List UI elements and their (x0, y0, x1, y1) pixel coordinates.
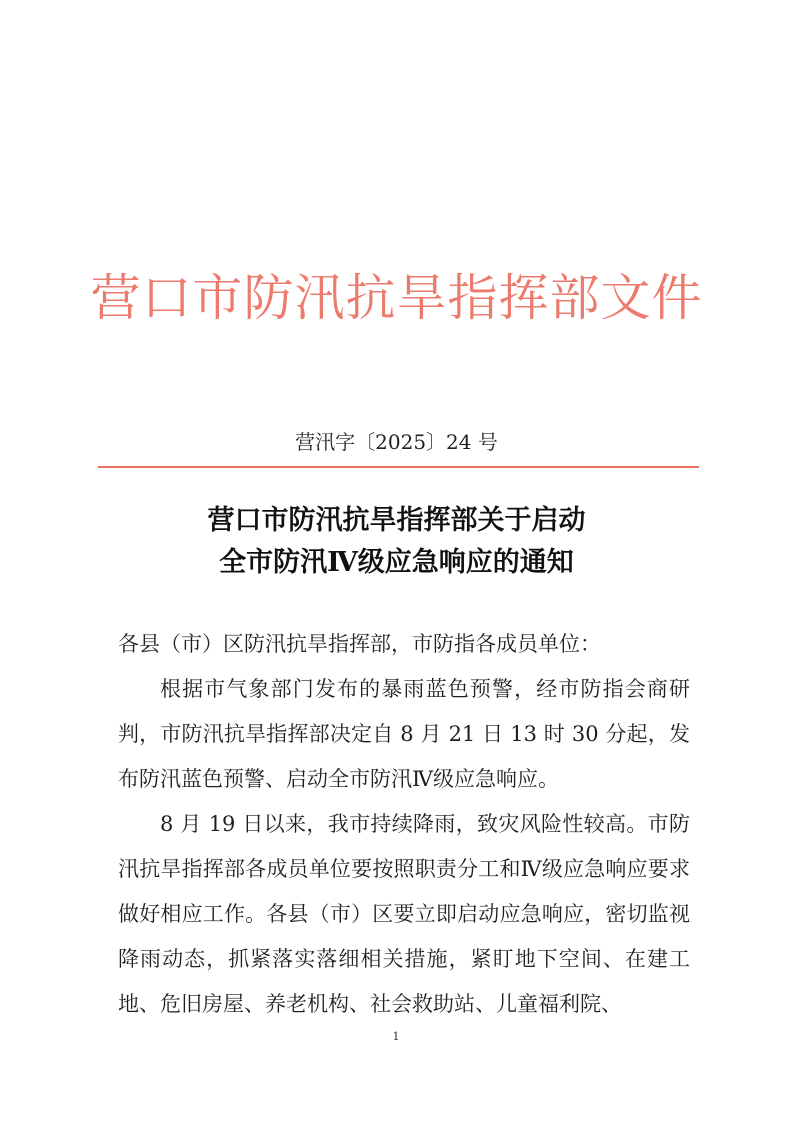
document-number: 营汛字〔2025〕24 号 (295, 430, 498, 454)
document-masthead: 营口市防汛抗旱指挥部文件 (90, 269, 703, 327)
notice-title-line-2: 全市防汛Ⅳ级应急响应的通知 (219, 547, 574, 578)
notice-body (118, 622, 690, 1027)
salutation: 各县（市）区防汛抗旱指挥部，市防指各成员单位： (118, 632, 601, 656)
body-paragraph: 8 月 19 日以来，我市持续降雨，致灾风险性较高。市防汛抗旱指挥部各成员单位要按照职责分工和Ⅳ级应急响应要求做好相应工作。各县（市）区要立即启动应急响应，密切监视降雨动态，抓紧落实落细相关措施，紧盯地下空间、在建工地、危旧房屋、养老机构、社会救助站、儿童福利院、 (118, 812, 690, 1016)
red-divider-line (98, 466, 699, 468)
notice-title (90, 500, 703, 584)
body-paragraph: 根据市气象部门发布的暴雨蓝色预警，经市防指会商研判，市防汛抗旱指挥部决定自 8 月 21 日 13 时 30 分起，发布防汛蓝色预警、启动全市防汛Ⅳ级应急响应。 (118, 677, 690, 791)
page-number: 1 (392, 1030, 400, 1043)
notice-title-line-1: 营口市防汛抗旱指挥部关于启动 (207, 505, 586, 536)
